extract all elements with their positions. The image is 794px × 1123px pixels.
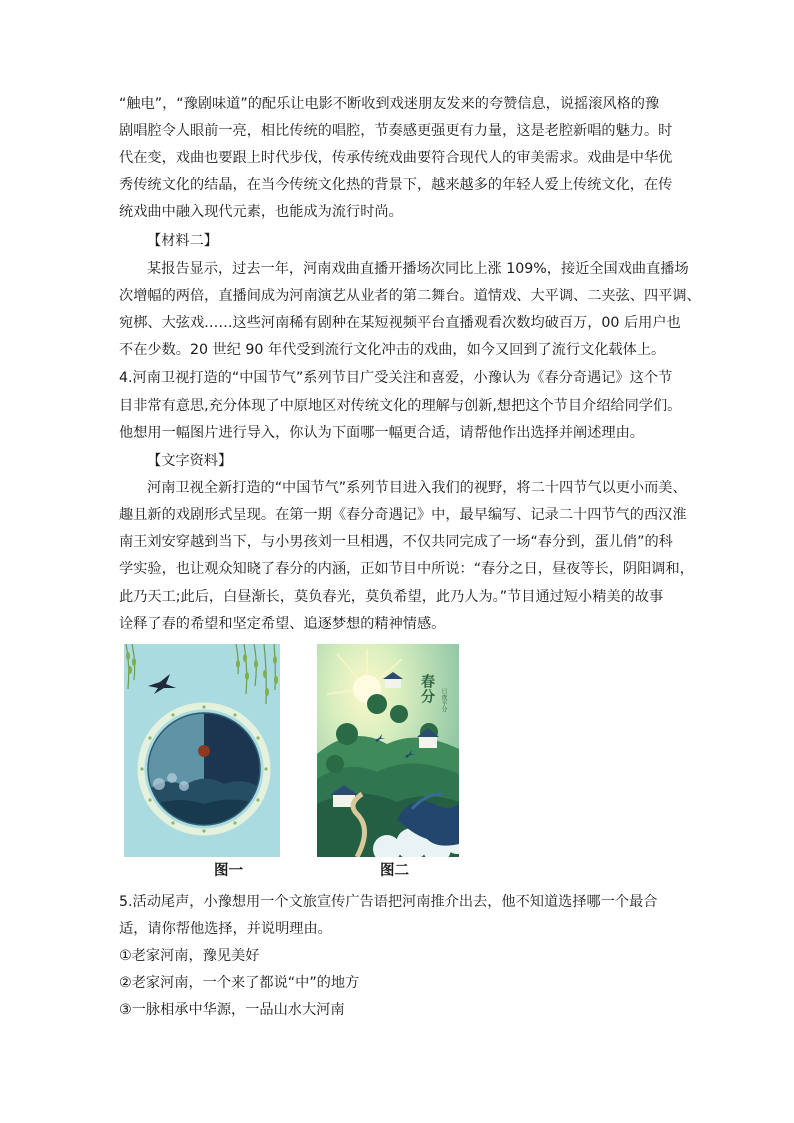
paragraph-line: 不在少数。20 世纪 90 年代受到流行文化冲击的戏曲，如今又回到了流行文化载体上。	[119, 342, 666, 358]
figure-2-title: 春分	[419, 674, 435, 704]
paragraph-line: 次增幅的两倍，直播间成为河南演艺从业者的第二舞台。道情戏、大平调、二夹弦、四平调、	[119, 288, 701, 304]
question-5-line: 适，请你帮他选择，并说明理由。	[119, 921, 332, 937]
paragraph-line: 趣且新的戏剧形式呈现。在第一期《春分奇遇记》中，最早编写、记录二十四节气的西汉淮	[119, 507, 687, 523]
question-4-line: 目非常有意思,充分体现了中原地区对传统文化的理解与创新,想把这个节目介绍给同学们。	[119, 398, 682, 414]
paragraph-line: 诠释了春的希望和坚定希望、追逐梦想的精神情感。	[119, 616, 446, 632]
section-heading-text-material: 【文字资料】	[147, 453, 233, 469]
option-2: ②老家河南，一个来了都说“中”的地方	[119, 975, 360, 991]
question-5-line: 5.活动尾声，小豫想用一个文旅宣传广告语把河南推介出去，他不知道选择哪一个最合	[119, 894, 658, 910]
option-1: ①老家河南，豫见美好	[119, 948, 260, 964]
figure-2-artwork	[317, 644, 459, 857]
figure-1-illustration	[124, 644, 280, 857]
question-4-line: 4.河南卫视打造的“中国节气”系列节目广受关注和喜爱，小豫认为《春分奇遇记》这个节	[119, 370, 673, 386]
paragraph-line: 剧唱腔令人眼前一亮，相比传统的唱腔，节奏感更强更有力量，这是老腔新唱的魅力。时	[119, 123, 673, 139]
paragraph-line: 代在变，戏曲也要跟上时代步伐，传承传统戏曲要符合现代人的审美需求。戏曲是中华优	[119, 150, 673, 166]
figure-2-caption: 图二	[380, 863, 409, 879]
paragraph-line: 秀传统文化的结晶，在当今传统文化热的背景下，越来越多的年轻人爱上传统文化，在传	[119, 177, 673, 193]
paragraph-line: 此乃天工;此后，白昼渐长，莫负春光，莫负希望，此乃人为。”节目通过短小精美的故事	[119, 589, 664, 605]
paragraph-line: 某报告显示，过去一年，河南戏曲直播开播场次同比上涨 109%，接近全国戏曲直播场	[147, 261, 689, 277]
paragraph-line: “触电”，“豫剧味道”的配乐让电影不断收到戏迷朋友发来的夸赞信息，说摇滚风格的豫	[119, 96, 660, 112]
figure-2-subtitle: 日夜平分	[440, 688, 447, 712]
paragraph-line: 宛梆、大弦戏……这些河南稀有剧种在某短视频平台直播观看次数均破百万，00 后用户也	[119, 315, 681, 331]
section-heading-material2: 【材料二】	[147, 233, 218, 249]
figure-1-caption: 图一	[214, 863, 243, 879]
paragraph-line: 学实验，也让观众知晓了春分的内涵，正如节目中所说：“春分之日，昼夜等长，阴阳调和，	[119, 561, 694, 577]
paragraph-line: 统戏曲中融入现代元素，也能成为流行时尚。	[119, 204, 403, 220]
question-4-line: 他想用一幅图片进行导入，你认为下面哪一幅更合适，请帮他作出选择并阐述理由。	[119, 425, 644, 441]
figure-2-illustration	[317, 644, 459, 857]
option-3: ③一脉相承中华源，一品山水大河南	[119, 1002, 345, 1018]
paragraph-line: 河南卫视全新打造的“中国节气”系列节目进入我们的视野，将二十四节气以更小而美、	[147, 480, 687, 496]
figure-1-artwork	[124, 644, 280, 857]
paragraph-line: 南王刘安穿越到当下，与小男孩刘一旦相遇，不仅共同完成了一场“春分到，蛋儿俏”的科	[119, 534, 673, 550]
